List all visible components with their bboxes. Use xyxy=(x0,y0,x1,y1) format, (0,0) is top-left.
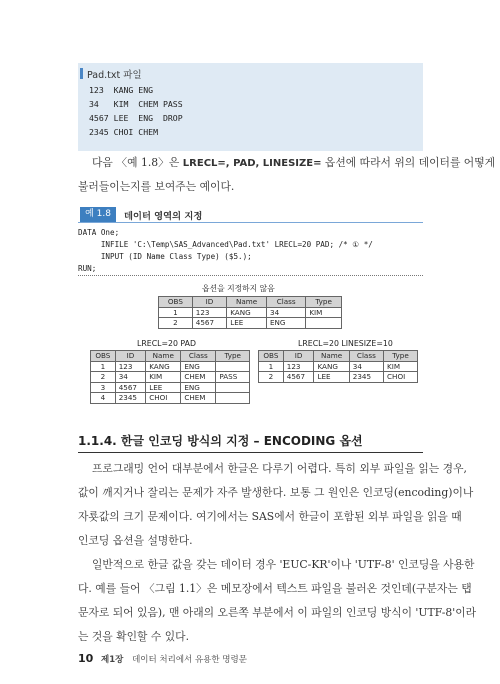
example-divider xyxy=(78,222,423,223)
col-header: Class xyxy=(267,297,306,308)
cell: 1 xyxy=(91,361,116,372)
code-line: DATA One; xyxy=(78,228,120,237)
col-header: ID xyxy=(192,297,226,308)
cell xyxy=(216,382,250,393)
code-line: INPUT (ID Name Class Type) ($5.); xyxy=(78,252,252,261)
cell: 123 xyxy=(192,307,226,318)
cell: KIM xyxy=(306,307,342,318)
pad-line: 2345 CHOI CHEM xyxy=(89,127,159,137)
table-header-row xyxy=(159,297,342,308)
chapter-label: 제1장 xyxy=(101,655,124,665)
cell: 4567 xyxy=(115,382,146,393)
table-header-row xyxy=(259,351,418,362)
table-row xyxy=(91,361,250,372)
cell: 1 xyxy=(159,307,193,318)
cell xyxy=(306,318,342,329)
cell: CHEM xyxy=(181,372,216,383)
col-header: Type xyxy=(306,297,342,308)
col-header: OBS xyxy=(91,351,116,362)
cell: ENG xyxy=(181,361,216,372)
cell: LEE xyxy=(314,372,349,383)
code-line: INFILE 'C:\Temp\SAS_Advanced\Pad.txt' LRECL=20 PAD; /* ① */ xyxy=(78,240,373,249)
col-header: OBS xyxy=(259,351,284,362)
cell: LEE xyxy=(227,318,267,329)
page-footer xyxy=(78,652,247,665)
col-header: OBS xyxy=(159,297,193,308)
col-header: Name xyxy=(227,297,267,308)
page-number: 10 xyxy=(78,652,94,665)
col-header: Class xyxy=(181,351,216,362)
example-title: 데이터 영역의 지정 xyxy=(124,211,203,222)
title-marker xyxy=(80,68,83,79)
cell: 2 xyxy=(159,318,193,329)
section-heading: 1.1.4. 한글 인코딩 방식의 지정 – ENCODING 옵션 xyxy=(78,434,363,448)
cell: CHOI xyxy=(146,393,181,404)
cell: 2345 xyxy=(349,372,383,383)
cell: 34 xyxy=(349,361,383,372)
body-line: 일반적으로 한글 값을 갖는 데이터 경우 'EUC-KR'이나 'UTF-8' 인코딩을 사용한 xyxy=(92,558,475,571)
cell: CHEM xyxy=(181,393,216,404)
cell: 123 xyxy=(115,361,146,372)
intro-post: 옵션에 따라서 위의 데이터를 어떻게 xyxy=(324,156,496,169)
output-table-linesize xyxy=(258,350,418,383)
dotted-divider xyxy=(78,275,423,276)
col-header: ID xyxy=(283,351,314,362)
col-header: Name xyxy=(146,351,181,362)
pad-line: 123 KANG ENG xyxy=(89,85,154,95)
intro-line-2: 불러들이는지를 보여주는 예이다. xyxy=(78,180,235,193)
col-header: Type xyxy=(384,351,418,362)
pad-file-title: Pad.txt 파일 xyxy=(87,70,142,81)
pad-line: 34 KIM CHEM PASS xyxy=(89,99,183,109)
caption-no-option: 옵션을 지정하지 않음 xyxy=(202,284,275,293)
cell: KANG xyxy=(146,361,181,372)
body-line: 다. 예를 들어 〈그림 1.1〉은 메모장에서 텍스트 파일을 불러온 것인데(구분자는 탭 xyxy=(78,582,472,595)
table-row xyxy=(91,382,250,393)
table-row xyxy=(259,372,418,383)
pad-line: 4567 LEE ENG DROP xyxy=(89,113,183,123)
cell: 4567 xyxy=(283,372,314,383)
body-line: 는 것을 확인할 수 있다. xyxy=(78,630,190,643)
cell xyxy=(216,361,250,372)
code-line: RUN; xyxy=(78,264,97,273)
cell: KIM xyxy=(146,372,181,383)
example-badge: 예 1.8 xyxy=(80,207,116,222)
cell: 4567 xyxy=(192,318,226,329)
cell: 2 xyxy=(91,372,116,383)
body-line: 문자로 되어 있음), 맨 아래의 오른쪽 부분에서 이 파일의 인코딩 방식이 'UTF-8'이라 xyxy=(78,606,477,619)
chapter-title: 데이터 처리에서 유용한 명령문 xyxy=(132,655,247,665)
cell: 34 xyxy=(267,307,306,318)
cell: 4 xyxy=(91,393,116,404)
cell: KIM xyxy=(384,361,418,372)
body-line: 프로그래밍 언어 대부분에서 한글은 다루기 어렵다. 특히 외부 파일을 읽는 경우, xyxy=(92,462,467,475)
cell: 34 xyxy=(115,372,146,383)
cell: ENG xyxy=(181,382,216,393)
col-header: Class xyxy=(349,351,383,362)
cell: 1 xyxy=(259,361,284,372)
table-row xyxy=(159,318,342,329)
body-line: 자룟값의 크기 문제이다. 여기에서는 SAS에서 한글이 포함된 외부 파일을 읽을 때 xyxy=(78,510,462,523)
table-row xyxy=(159,307,342,318)
caption-linesize: LRECL=20 LINESIZE=10 xyxy=(298,339,393,348)
cell: PASS xyxy=(216,372,250,383)
cell: KANG xyxy=(227,307,267,318)
body-line: 인코딩 옵션을 설명한다. xyxy=(78,534,193,547)
col-header: ID xyxy=(115,351,146,362)
col-header: Type xyxy=(216,351,250,362)
cell: 2 xyxy=(259,372,284,383)
section-rule xyxy=(78,452,423,453)
cell: LEE xyxy=(146,382,181,393)
cell: CHOI xyxy=(384,372,418,383)
output-table-pad xyxy=(90,350,250,404)
cell: 3 xyxy=(91,382,116,393)
table-row xyxy=(91,393,250,404)
cell: ENG xyxy=(267,318,306,329)
cell: 2345 xyxy=(115,393,146,404)
intro-options: LRECL=, PAD, LINESIZE= xyxy=(182,158,322,169)
intro-pre: 다음 〈예 1.8〉은 xyxy=(92,156,180,169)
col-header: Name xyxy=(314,351,349,362)
table-row xyxy=(91,372,250,383)
body-line: 값이 깨지거나 잘리는 문제가 자주 발생한다. 보통 그 원인은 인코딩(encoding)이나 xyxy=(78,486,474,499)
table-header-row xyxy=(91,351,250,362)
cell: KANG xyxy=(314,361,349,372)
intro-line-1 xyxy=(92,155,495,170)
cell: 123 xyxy=(283,361,314,372)
cell xyxy=(216,393,250,404)
table-row xyxy=(259,361,418,372)
output-table-no-option xyxy=(158,296,342,329)
caption-pad: LRECL=20 PAD xyxy=(137,339,196,348)
